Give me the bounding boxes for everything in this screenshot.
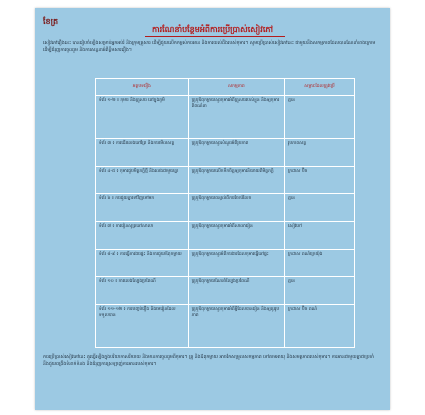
table-cell: ទំព័រ ១០ ៖ ការលេងល្បែងប្រពៃណី — [96, 277, 189, 305]
table-cell: ក្រដាស ប៊ិច ពណ៌ — [285, 305, 355, 348]
title-underline — [145, 36, 285, 37]
table-row — [96, 194, 355, 222]
table-cell: គ្រូឬឪពុកម្ដាយសួរកុមារអំពីសាលារៀន — [188, 221, 284, 249]
table-row — [96, 166, 355, 194]
table-cell: ទំព័រ ៦ ៖ ការជួយគ្នាទៅវិញទៅមក — [96, 194, 189, 222]
table-cell: ក្រដាស ប៊ិច — [285, 166, 355, 194]
section-label: ខែត្រ — [43, 17, 59, 26]
table-cell: គ្រូឬឪពុកម្ដាយសួរអំពីការងារដែលកុមារធ្វើនៅផ្ទះ — [188, 249, 284, 277]
column-header-activity: សកម្មភាព — [188, 79, 284, 96]
table-row — [96, 305, 355, 348]
table-cell: គ្មាន — [285, 96, 355, 139]
table-cell: ទំព័រ ១១-១២ ៖ ការបញ្ចប់រឿង និងមេរៀនដែលទទួលបាន — [96, 305, 189, 348]
table-cell: គ្រូឬឪពុកម្ដាយណែនាំល្បែងប្រពៃណី — [188, 277, 284, 305]
table-cell: គ្រូឬឪពុកម្ដាយសួរកុមារអំពីអ្វីដែលបានរៀន និងឲ្យគូររូបភាព — [188, 305, 284, 348]
table-cell: គ្រូឬឪពុកម្ដាយលើកទឹកចិត្តឲ្យកុមារនិយាយពីមិត្តភក្តិ — [188, 166, 284, 194]
page-title: ការណែនាំបន្ថែមអំពីការប្រើប្រាស់សៀវភៅ — [151, 25, 273, 34]
table-row — [96, 249, 355, 277]
table-cell: គ្មាន — [285, 194, 355, 222]
table-header-row — [96, 79, 355, 96]
table-cell: គ្មាន — [285, 277, 355, 305]
activity-table — [95, 78, 355, 348]
table-cell: សៀវភៅ — [285, 221, 355, 249]
intro-paragraph: សៀវភៅរឿងនេះ បានរៀបចំឡើងសម្រាប់អ្នកអប់រំ និងក្រុមគ្រួសារ ដើម្បីជួយលើកកម្ពស់ការអាន និងការយល់ដឹងរបស់កុមារ។ សូមប្រើប្រាស់សៀវភៅនេះ ជាមួយនឹងសកម្មភាពដែលបានណែនាំខាងក្រោម ដើម្បីជំរុញការចូលរួម និងការសន្ទនាអំពីខ្លឹមសាររឿង។ — [43, 41, 376, 53]
table-cell: ទំព័រ ៧ ៖ ការរៀនសូត្រនៅសាលា — [96, 221, 189, 249]
table-cell: រូបភាពសត្វ — [285, 138, 355, 166]
table-row — [96, 221, 355, 249]
table-row — [96, 277, 355, 305]
table-row — [96, 96, 355, 139]
closing-paragraph: ការប្រើប្រាស់សៀវភៅនេះ គួរធ្វើឡើងក្នុងបរិយាកាសរីករាយ និងមានការចូលរួមពីកុមារ។ គ្រូ និងឪពុកម្ដាយ អាចកែសម្រួលសកម្មភាព ទៅតាមអាយុ និងសមត្ថភាពរបស់កុមារ។ ការអានជាមួយគ្នាជាប្រចាំ នឹងជួយពង្រឹងទំនាក់ទំនង និងជំរុញការស្រឡាញ់ការអានរបស់កុមារ។ — [43, 355, 375, 367]
document-page — [35, 8, 390, 410]
table-cell: ទំព័រ ១-២ ៖ កុមារ និងគ្រួសារ នៅក្នុងភូមិ — [96, 96, 189, 139]
column-header-materials: សម្ភារៈដែលត្រូវប្រើ — [285, 79, 355, 96]
table-cell: ទំព័រ ៤-៥ ៖ កុមារជួបមិត្តភក្តិថ្មី និងលេងជាមួយគ្នា — [96, 166, 189, 194]
column-header-story: អត្ថបទរឿង — [96, 79, 189, 96]
table-cell: ក្រដាស ពណ៌ក្រេយ៉ុង — [285, 249, 355, 277]
table-cell: គ្រូឬឪពុកម្ដាយសួរសំណួរអំពីរូបភាព — [188, 138, 284, 166]
table-row — [96, 138, 355, 166]
table-cell: គ្រូឬឪពុកម្ដាយសួរកុមារអំពីគ្រួសាររបស់ខ្លួន និងឲ្យកុមារពិពណ៌នា — [188, 96, 284, 139]
table-cell: ទំព័រ ៣ ៖ ការដើរលេងនៅព្រៃ និងការមើលសត្វ — [96, 138, 189, 166]
table-cell: ទំព័រ ៨-៩ ៖ ការធ្វើការងារផ្ទះ និងការជួយឪពុកម្ដាយ — [96, 249, 189, 277]
table-cell: គ្រូឬឪពុកម្ដាយពន្យល់ពីការចែករំលែក — [188, 194, 284, 222]
